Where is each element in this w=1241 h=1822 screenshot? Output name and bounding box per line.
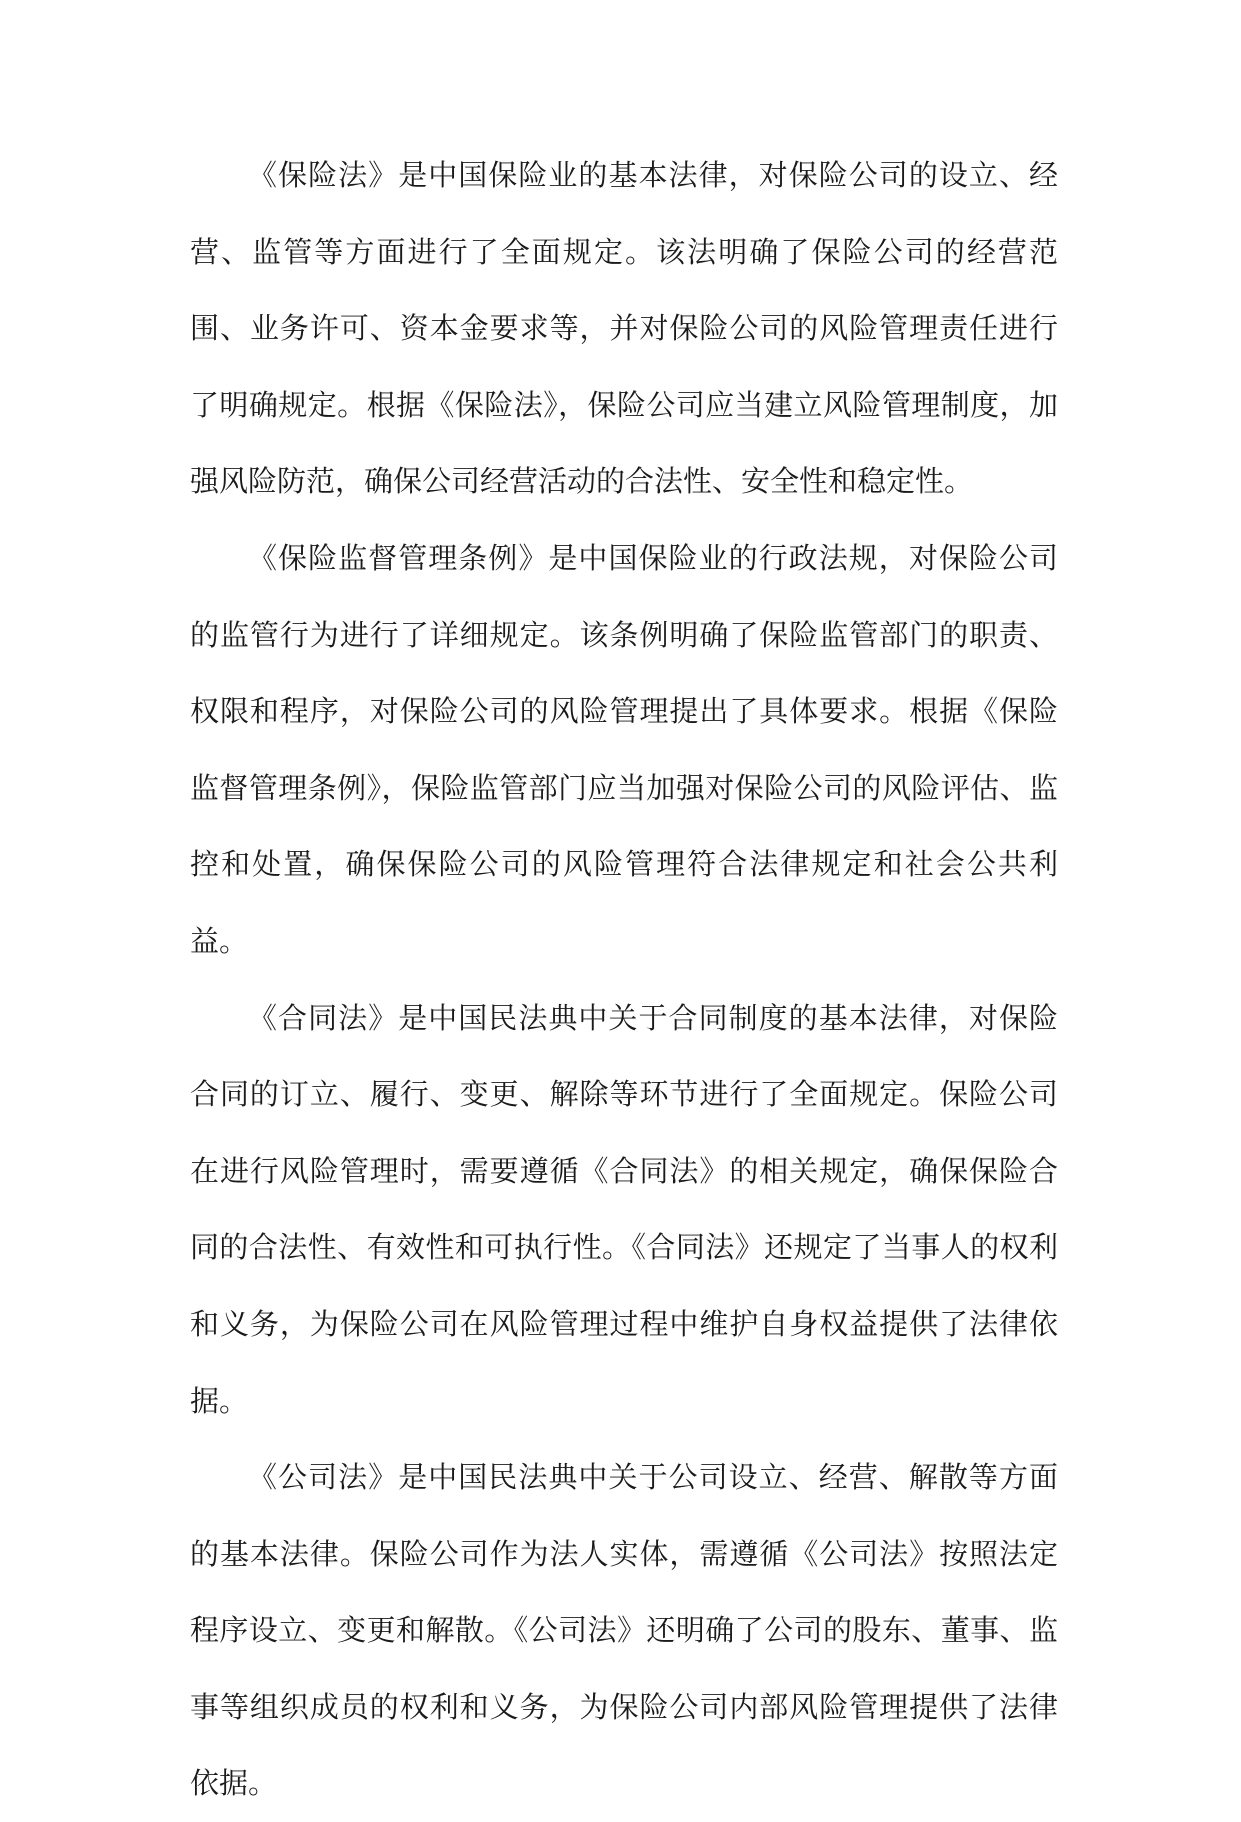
document-body: [190, 137, 1058, 1822]
paragraph-contract-law: 《合同法》是中国民法典中关于合同制度的基本法律，对保险合同的订立、履行、变更、解除等环节进行了全面规定。保险公司在进行风险管理时，需要遵循《合同法》的相关规定，确保保险合同的合法性、有效性和可执行性。《合同法》还规定了当事人的权利和义务，为保险公司在风险管理过程中维护自身权益提供了法律依据。: [190, 1000, 1058, 1418]
paragraph-insurance-law: 《保险法》是中国保险业的基本法律，对保险公司的设立、经营、监管等方面进行了全面规定。该法明确了保险公司的经营范围、业务许可、资本金要求等，并对保险公司的风险管理责任进行了明确规定。根据《保险法》，保险公司应当建立风险管理制度，加强风险防范，确保公司经营活动的合法性、安全性和稳定性。: [190, 158, 1058, 499]
paragraph-company-law: 《公司法》是中国民法典中关于公司设立、经营、解散等方面的基本法律。保险公司作为法人实体，需遵循《公司法》按照法定程序设立、变更和解散。《公司法》还明确了公司的股东、董事、监事等组织成员的权利和义务，为保险公司内部风险管理提供了法律依据。: [190, 1460, 1058, 1801]
paragraph-insurance-supervision-regulation: 《保险监督管理条例》是中国保险业的行政法规，对保险公司的监管行为进行了详细规定。该条例明确了保险监管部门的职责、权限和程序，对保险公司的风险管理提出了具体要求。根据《保险监督管理条例》，保险监管部门应当加强对保险公司的风险评估、监控和处置，确保保险公司的风险管理符合法律规定和社会公共利益。: [190, 540, 1058, 958]
